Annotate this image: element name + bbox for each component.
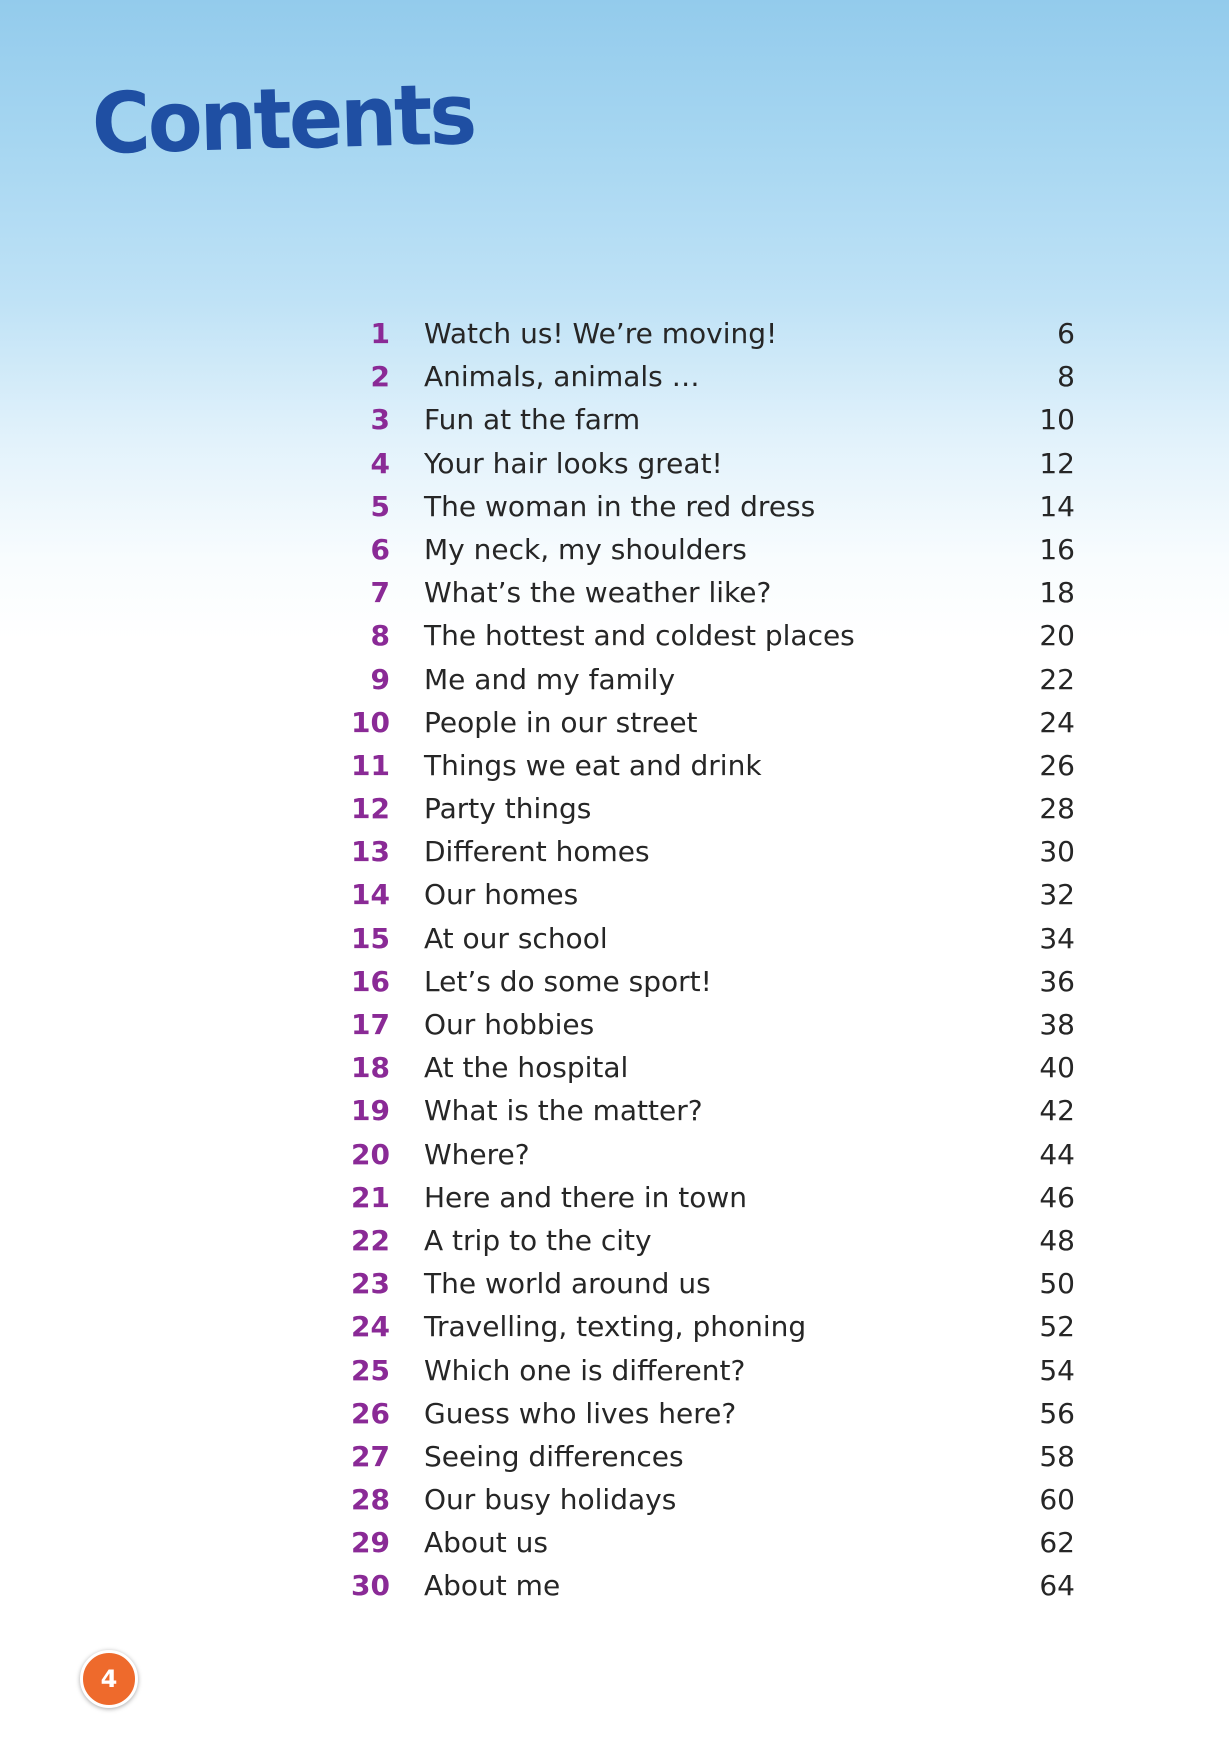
unit-number: 15 bbox=[351, 921, 390, 955]
toc-entry[interactable] bbox=[340, 1305, 1075, 1348]
unit-title: Watch us! We’re moving! bbox=[424, 317, 778, 350]
toc-entry[interactable] bbox=[340, 1262, 1075, 1305]
unit-page-number: 12 bbox=[1039, 446, 1075, 480]
unit-page-number: 26 bbox=[1039, 748, 1075, 782]
toc-entry[interactable] bbox=[340, 1089, 1075, 1132]
unit-title: Your hair looks great! bbox=[424, 446, 723, 480]
toc-entry[interactable] bbox=[340, 787, 1075, 830]
unit-number: 27 bbox=[351, 1439, 390, 1473]
unit-number: 10 bbox=[351, 705, 390, 739]
unit-title: The hottest and coldest places bbox=[424, 619, 855, 653]
unit-page-number: 44 bbox=[1039, 1137, 1075, 1171]
unit-page-number: 22 bbox=[1039, 662, 1075, 696]
unit-number: 30 bbox=[351, 1569, 390, 1603]
unit-title: Things we eat and drink bbox=[424, 748, 762, 782]
toc-entry[interactable] bbox=[340, 571, 1075, 614]
unit-title: Me and my family bbox=[424, 662, 676, 696]
unit-number: 22 bbox=[351, 1223, 390, 1257]
toc-entry[interactable] bbox=[340, 744, 1075, 787]
toc-entry[interactable] bbox=[340, 1349, 1075, 1392]
unit-number: 16 bbox=[351, 964, 390, 998]
unit-page-number: 10 bbox=[1039, 403, 1075, 437]
unit-number: 25 bbox=[351, 1353, 390, 1387]
unit-page-number: 30 bbox=[1039, 835, 1075, 869]
unit-page-number: 46 bbox=[1039, 1180, 1075, 1214]
unit-page-number: 36 bbox=[1039, 964, 1075, 998]
page-title: Contents bbox=[90, 65, 476, 173]
toc-entry[interactable] bbox=[340, 701, 1075, 744]
toc-entry[interactable] bbox=[340, 1133, 1075, 1176]
toc-entry[interactable] bbox=[340, 658, 1075, 701]
unit-page-number: 28 bbox=[1039, 792, 1075, 826]
unit-page-number: 42 bbox=[1039, 1094, 1075, 1128]
unit-number: 9 bbox=[370, 662, 390, 696]
unit-title: Our homes bbox=[424, 878, 579, 912]
unit-number: 7 bbox=[370, 576, 390, 610]
unit-title: Seeing differences bbox=[424, 1439, 684, 1473]
unit-title: Animals, animals … bbox=[424, 360, 700, 394]
unit-title: Our hobbies bbox=[424, 1008, 595, 1041]
unit-title: Different homes bbox=[424, 835, 650, 869]
unit-title: About me bbox=[424, 1569, 561, 1603]
unit-title: Guess who lives here? bbox=[424, 1396, 737, 1430]
unit-number: 13 bbox=[351, 835, 390, 869]
unit-page-number: 16 bbox=[1039, 532, 1075, 566]
unit-number: 4 bbox=[370, 446, 390, 480]
toc-entry[interactable] bbox=[340, 614, 1075, 657]
unit-title: About us bbox=[424, 1526, 549, 1560]
unit-page-number: 34 bbox=[1039, 921, 1075, 955]
unit-number: 29 bbox=[351, 1526, 390, 1560]
unit-page-number: 62 bbox=[1039, 1526, 1075, 1560]
unit-number: 24 bbox=[351, 1310, 390, 1344]
toc-entry[interactable] bbox=[340, 830, 1075, 873]
toc-entry[interactable] bbox=[340, 442, 1075, 485]
unit-page-number: 20 bbox=[1039, 619, 1075, 653]
unit-page-number: 18 bbox=[1039, 576, 1075, 610]
unit-title: Where? bbox=[424, 1137, 530, 1171]
unit-page-number: 14 bbox=[1039, 489, 1075, 523]
unit-title: People in our street bbox=[424, 705, 698, 739]
table-of-contents bbox=[340, 312, 1075, 1608]
toc-entry[interactable] bbox=[340, 355, 1075, 398]
toc-entry[interactable] bbox=[340, 528, 1075, 571]
unit-title: Travelling, texting, phoning bbox=[424, 1310, 807, 1344]
toc-entry[interactable] bbox=[340, 1392, 1075, 1435]
unit-number: 18 bbox=[351, 1051, 390, 1085]
toc-entry[interactable] bbox=[340, 312, 1075, 355]
toc-entry[interactable] bbox=[340, 1521, 1075, 1564]
toc-entry[interactable] bbox=[340, 1564, 1075, 1607]
unit-title: Let’s do some sport! bbox=[424, 964, 712, 998]
unit-number: 12 bbox=[351, 792, 390, 826]
unit-title: At the hospital bbox=[424, 1051, 629, 1085]
unit-page-number: 64 bbox=[1039, 1569, 1075, 1603]
unit-number: 23 bbox=[351, 1267, 390, 1301]
toc-entry[interactable] bbox=[340, 1478, 1075, 1521]
unit-number: 6 bbox=[370, 532, 390, 566]
unit-page-number: 50 bbox=[1039, 1267, 1075, 1301]
unit-title: My neck, my shoulders bbox=[424, 532, 747, 566]
toc-entry[interactable] bbox=[340, 485, 1075, 528]
unit-number: 19 bbox=[351, 1094, 390, 1128]
unit-title: Party things bbox=[424, 792, 592, 826]
toc-entry[interactable] bbox=[340, 1046, 1075, 1089]
unit-title: At our school bbox=[424, 921, 608, 955]
unit-number: 21 bbox=[351, 1180, 390, 1214]
unit-page-number: 38 bbox=[1039, 1008, 1075, 1041]
unit-page-number: 60 bbox=[1039, 1483, 1075, 1517]
unit-title: The world around us bbox=[424, 1267, 711, 1301]
toc-entry[interactable] bbox=[340, 1435, 1075, 1478]
unit-title: The woman in the red dress bbox=[424, 489, 816, 523]
unit-number: 11 bbox=[351, 748, 390, 782]
unit-page-number: 54 bbox=[1039, 1353, 1075, 1387]
toc-entry[interactable] bbox=[340, 873, 1075, 916]
unit-page-number: 52 bbox=[1039, 1310, 1075, 1344]
unit-number: 28 bbox=[351, 1483, 390, 1517]
toc-entry[interactable] bbox=[340, 960, 1075, 1003]
unit-number: 8 bbox=[370, 619, 390, 653]
unit-number: 5 bbox=[370, 489, 390, 523]
unit-number: 20 bbox=[351, 1137, 390, 1171]
unit-number: 17 bbox=[351, 1008, 390, 1041]
toc-entry[interactable] bbox=[340, 1003, 1075, 1046]
unit-number: 26 bbox=[351, 1396, 390, 1430]
page-number-badge: 4 bbox=[80, 1650, 138, 1708]
toc-entry[interactable] bbox=[340, 917, 1075, 960]
unit-title: What is the matter? bbox=[424, 1094, 703, 1128]
unit-number: 2 bbox=[370, 360, 390, 394]
unit-title: Our busy holidays bbox=[424, 1483, 677, 1517]
unit-page-number: 6 bbox=[1057, 317, 1075, 350]
unit-page-number: 58 bbox=[1039, 1439, 1075, 1473]
unit-page-number: 8 bbox=[1057, 360, 1075, 394]
unit-page-number: 48 bbox=[1039, 1223, 1075, 1257]
unit-page-number: 56 bbox=[1039, 1396, 1075, 1430]
unit-title: Fun at the farm bbox=[424, 403, 641, 437]
unit-title: A trip to the city bbox=[424, 1223, 652, 1257]
toc-entry[interactable] bbox=[340, 1176, 1075, 1219]
unit-number: 3 bbox=[370, 403, 390, 437]
unit-title: Which one is different? bbox=[424, 1353, 746, 1387]
unit-page-number: 40 bbox=[1039, 1051, 1075, 1085]
unit-number: 14 bbox=[351, 878, 390, 912]
toc-entry[interactable] bbox=[340, 1219, 1075, 1262]
unit-title: Here and there in town bbox=[424, 1180, 748, 1214]
unit-title: What’s the weather like? bbox=[424, 576, 772, 610]
toc-entry[interactable] bbox=[340, 398, 1075, 441]
unit-number: 1 bbox=[370, 317, 390, 350]
unit-page-number: 24 bbox=[1039, 705, 1075, 739]
unit-page-number: 32 bbox=[1039, 878, 1075, 912]
